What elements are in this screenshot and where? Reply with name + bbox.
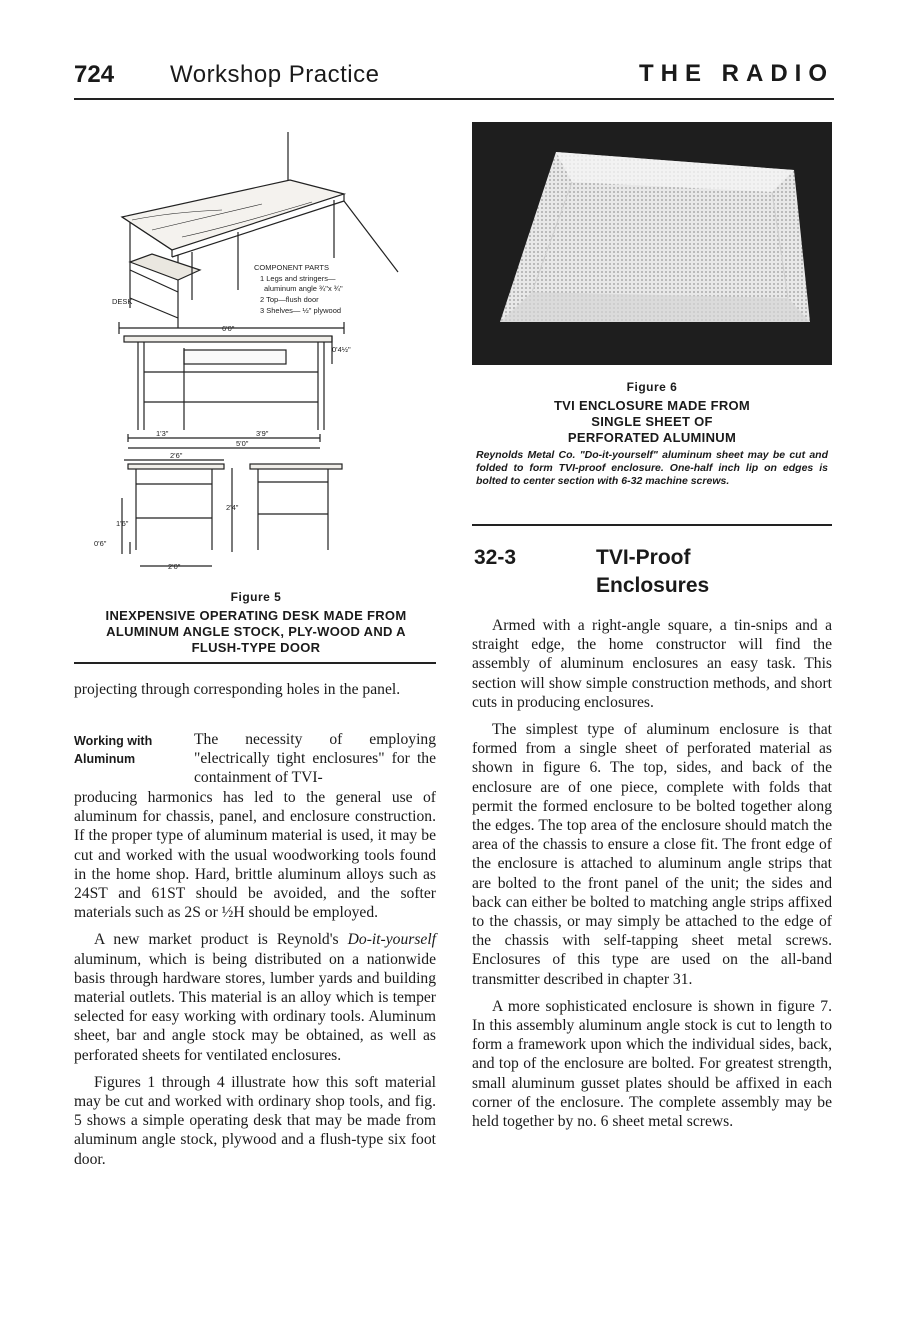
figure6-photo [472, 122, 832, 365]
section-number: 32-3 [474, 546, 517, 569]
dim-mid: 5'0" [236, 439, 249, 448]
reynolds-text-b: aluminum, which is being distributed on a nationwide basis through hardware stores, lumber yards and building material outlets. This material is an alloy which is temper selected for easy working with ordinary tools. Aluminum sheet, bar and angle stock may be obtained, as well as perforated sheets for ventilated enclosures. [74, 950, 436, 1064]
parts-item-3: 3 Shelves— ½" plywood [260, 306, 342, 315]
runin-body: The necessity of employing "electrically tight enclosures" for the containment of TVI- [194, 731, 436, 787]
dim-height: 2'4" [226, 503, 239, 512]
figure5-rule [74, 662, 436, 664]
running-section-title: Workshop Practice [170, 61, 380, 88]
left-column [74, 788, 436, 1177]
dim-width: 6'0" [222, 324, 235, 333]
figure6-title-line2: SINGLE SHEET OF [591, 414, 713, 429]
dim-base: 2'0" [168, 562, 181, 571]
parts-item-1: 1 Legs and stringers— [260, 274, 336, 283]
dim-span: 3'9" [256, 429, 269, 438]
paragraph-continued: projecting through corresponding holes in the panel. [74, 681, 401, 698]
reynolds-text-a: A new market product is Reynold's [94, 931, 348, 949]
figure6-title-line1: TVI ENCLOSURE MADE FROM [553, 398, 751, 413]
runin-heading: Working with Aluminum [74, 734, 153, 766]
section-title [596, 544, 709, 600]
paragraph-sophisticated: A more sophisticated enclosure is shown in figure 7. In this assembly aluminum angle stock is cut to length to form a framework upon which the individual sides, back, and top of the enclosure are bolted. For greatest strength, small aluminum gusset plates should be affixed in each corner of the enclosure. The complete assembly may be held together by no. 6 sheet metal screws. [472, 997, 832, 1131]
desk-label: DESK [112, 297, 133, 306]
paragraph-armed: Armed with a right-angle square, a tin-snips and a straight edge, the home constructor will find the assembly of aluminum enclosures an easy task. This section will show simple construction methods, and short cuts in producing enclosures. [472, 617, 832, 711]
section-title-line2: Enclosures [596, 574, 710, 597]
figure6-description: Reynolds Metal Co. "Do-it-yourself" aluminum sheet may be cut and folded to form TVI-proof enclosure. One-half inch lip on edges is bolted to center section with 6-32 machine screws. [476, 449, 828, 487]
figure5-caption [86, 590, 426, 656]
figure5-label: Figure 5 [230, 590, 282, 604]
dim-low: 0'6" [94, 539, 107, 548]
parts-heading: COMPONENT PARTS [254, 263, 330, 272]
figure6-caption [476, 380, 828, 488]
paragraph-simplest: The simplest type of aluminum enclosure is that formed from a single sheet of perforated material as shown in figure 6. The top, sides, and back of the enclosure are of one piece, complete with folds that permit the formed enclosure to be bolted together along the edges. The top area of the enclosure should match the area of the chassis to ensure a close fit. The front edge of the enclosure is attached to aluminum angle strips that are bolted to the front panel of the unit; the sides and back can either be bolted to matching angle strips affixed to the chassis, or may simply be attached to the edge of the chassis with self-tapping sheet metal screws. Enclosures of this type are used on the all-band transmitter described in chapter 31. [472, 721, 832, 988]
page-header [74, 58, 834, 98]
dim-left: 1'3" [156, 429, 169, 438]
section-title-line1: TVI-Proof [596, 546, 691, 569]
reynolds-emphasis: Do-it-yourself [347, 931, 436, 949]
left-column-top [74, 680, 436, 707]
paragraph-aluminum: producing harmonics has led to the general use of aluminum for chassis, panel, and enclosure construction. If the proper type of aluminum material is used, it may be cut and worked with the usual woodworking tools found in the home shop. Hard, brittle aluminum alloys such as 24ST and 61ST should be avoided, and the softer materials such as 2S or ½H should be employed. [74, 789, 436, 922]
paragraph-figures: Figures 1 through 4 illustrate how this soft material may be cut and worked with ordinary shop tools, and fig. 5 shows a simple operating desk that may be made from aluminum angle stock, plywood and a flush-type six foot door. [74, 1073, 436, 1168]
parts-item-2: 2 Top—flush door [260, 295, 319, 304]
right-column [472, 616, 832, 1139]
dim-shelf: 1'6" [116, 519, 129, 528]
dim-depth: 2'6" [170, 451, 183, 460]
header-rule [74, 98, 834, 100]
paragraph-reynolds [74, 930, 436, 1064]
figure6-title-line3: PERFORATED ALUMINUM [567, 430, 737, 445]
parts-item-1b: aluminum angle ¾"x ¾" [264, 284, 343, 293]
page-number: 724 [74, 61, 115, 88]
figure5-desk-drawing [94, 122, 374, 582]
figure6-rule [472, 524, 832, 526]
figure6-label: Figure 6 [626, 380, 678, 394]
dim-overhang: 0'4½" [332, 345, 351, 354]
running-book-title: THE RADIO [639, 60, 834, 87]
figure5-title: INEXPENSIVE OPERATING DESK MADE FROM ALUMINUM ANGLE STOCK, PLY-WOOD AND A FLUSH-TYPE DOOR [105, 608, 407, 655]
